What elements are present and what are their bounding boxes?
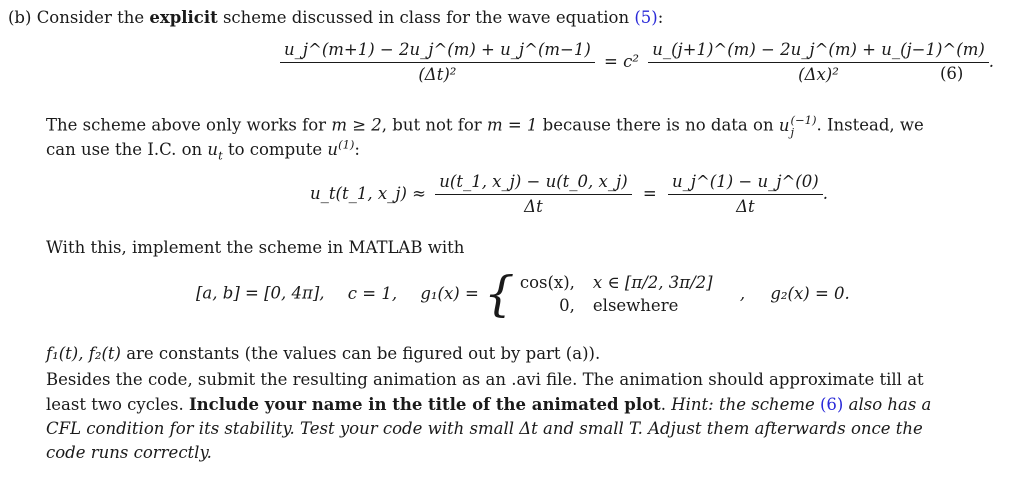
name-requirement: Include your name in the title of the animated plot xyxy=(188,395,661,414)
paragraph-3-line-5: code runs correctly. xyxy=(46,443,212,462)
g1-cases: cos(x), x ∈ [π/2, 3π/2] 0, elsewhere xyxy=(519,273,713,315)
eq6-lhs-numerator: u_j^(m+1) − 2u_j^(m) + u_j^(m−1) xyxy=(280,40,595,63)
equation-6-number: (6) xyxy=(940,64,964,83)
paragraph-2: With this, implement the scheme in MATLAB with xyxy=(46,238,465,257)
c-value: c = 1, xyxy=(347,283,398,303)
paragraph-1-line-2: can use the I.C. on $u_t$ to compute $u^{(1)}$: xyxy=(46,137,360,163)
g1-lhs: g₁(x) = xyxy=(420,283,479,303)
equation-ref-6[interactable]: (6) xyxy=(820,395,844,414)
paragraph-3-line-1: f₁(t), f₂(t) are constants (the values can be figured out by part (a)). xyxy=(46,344,601,363)
equation-ref-5[interactable]: (5) xyxy=(634,8,658,27)
eq6-rhs-denominator: (Δx)² xyxy=(798,64,839,84)
interval: [a, b] = [0, 4π], xyxy=(196,283,325,303)
g2: g₂(x) = 0. xyxy=(770,283,850,303)
eq-ut-rhs-denominator: Δt xyxy=(736,196,755,216)
eq6-equals: = c² xyxy=(604,51,639,71)
equation-ut: u_t(t_1, x_j) ≈ $\frac{u(t\_1, x\_j) - u(t\_0, x\_j)}{\Delta t}$ = $\frac{u\_j\^{}(1) - u\_j\^{}(0)}{\Delta t}$ . xyxy=(310,172,828,216)
eq-ut-lhs: u_t(t_1, x_j) ≈ xyxy=(310,183,426,203)
paragraph-1-line-1: The scheme above only works for m ≥ 2, but not for m = 1 because there is no data on u (−1) j . Instead, we xyxy=(46,113,924,140)
paragraph-3-line-3: least two cycles. Include your name in the title of the animated plot. Hint: the scheme (6) also has a xyxy=(46,395,932,414)
paragraph-3-line-4: CFL condition for its stability. Test your code with small Δt and small T. Adjust them afterwards once the xyxy=(46,419,923,438)
eq6-rhs-numerator: u_(j+1)^(m) − 2u_j^(m) + u_(j−1)^(m) xyxy=(648,40,989,63)
part-label: (b) xyxy=(8,8,32,27)
eq-ut-numerator: u(t_1, x_j) − u(t_0, x_j) xyxy=(435,172,631,195)
left-brace: { xyxy=(484,266,515,322)
equation-params: [a, b] = [0, 4π], c = 1, g₁(x) = { cos(x), x ∈ [π/2, 3π/2] 0, elsewhere , g₂(x) = 0. xyxy=(196,266,850,322)
eq-ut-rhs-numerator: u_j^(1) − u_j^(0) xyxy=(668,172,823,195)
paragraph-3-line-2: Besides the code, submit the resulting animation as an .avi file. The animation should approximate till at xyxy=(46,370,924,389)
eq-ut-denominator: Δt xyxy=(524,196,543,216)
u-j-minus1: u (−1) j xyxy=(778,113,817,140)
intro-line: (b) Consider the explicit scheme discussed in class for the wave equation (5): xyxy=(8,8,664,27)
equation-6: $\frac{u\_j\^{}(m+1) - 2u\_j\^{}(m) + u\_j\^{}(m-1)}{\text{(Δt)²}}$ = c² $\frac{u\_(j+1)\^{}(m) - 2u\_j\^{}(m) + u\_(j-1)\^{}(m)}{\text{(Δx)²}}$ . xyxy=(280,40,994,85)
eq6-lhs-denominator: (Δt)² xyxy=(418,64,457,84)
explicit-keyword: explicit xyxy=(149,8,218,27)
